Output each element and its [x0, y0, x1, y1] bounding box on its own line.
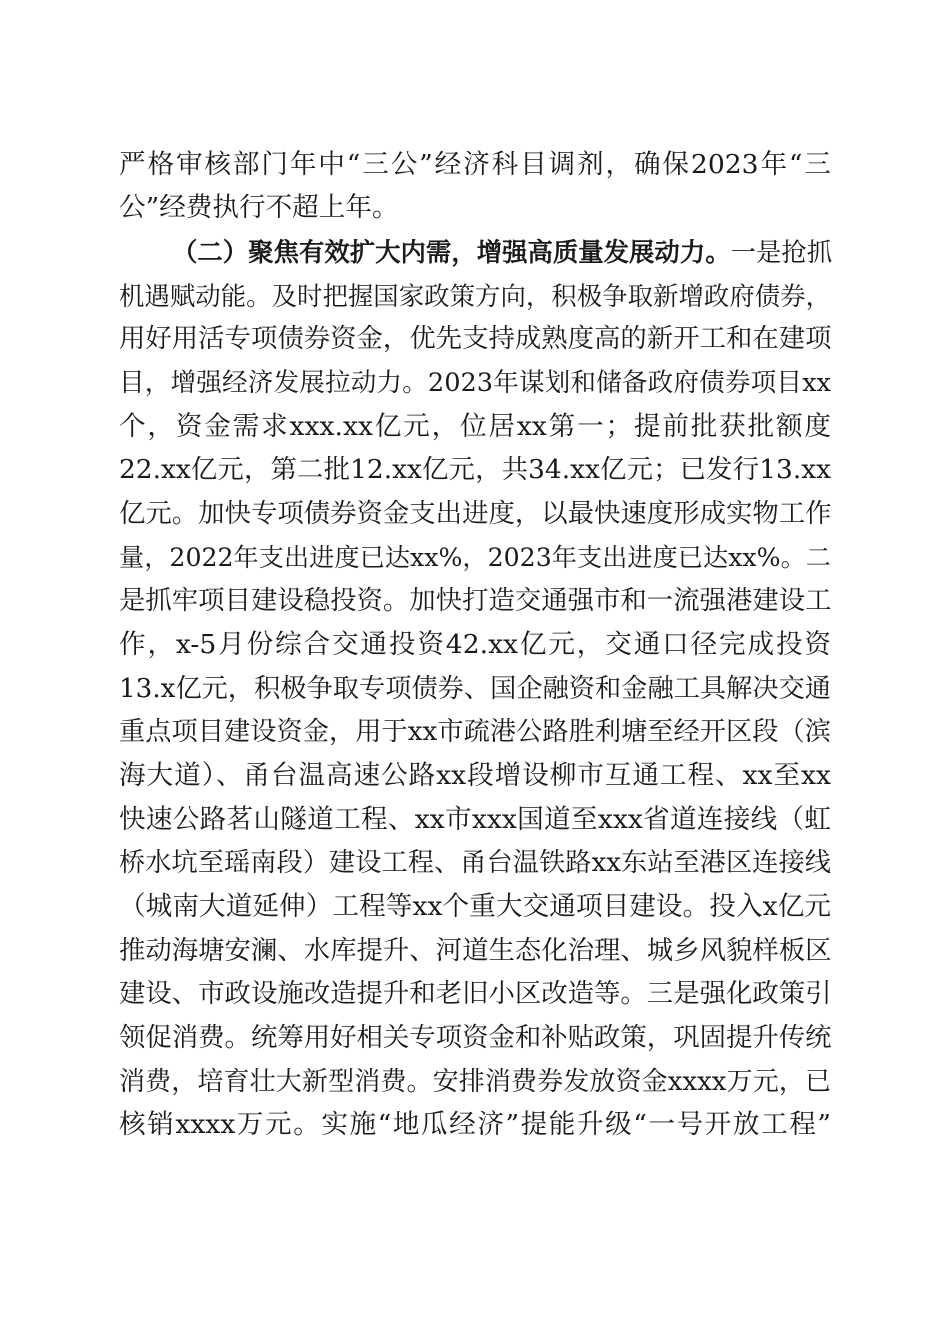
text-line: 作，x-5月份综合交通投资42.xx亿元，交通口径完成投资 — [119, 629, 831, 660]
text-line: 核销xxxx万元。实施“地瓜经济”提能升级“一号开放工程” — [119, 1109, 831, 1140]
text-line: 海大道）、甬台温高速公路xx段增设柳市互通工程、xx至xx — [119, 760, 831, 791]
text-line: 建设、市政设施改造提升和老旧小区改造等。三是强化政策引 — [119, 978, 832, 1009]
text-line: 公”经费执行不超上年。 — [119, 192, 399, 223]
text-line: 严格审核部门年中“三公”经济科目调剂，确保2023年“三 — [119, 149, 831, 180]
text-line: 重点项目建设资金，用于xx市疏港公路胜利塘至经开区段（滨 — [119, 717, 831, 747]
text-line: 领促消费。统筹用好相关专项资金和补贴政策，巩固提升传统 — [119, 1022, 832, 1053]
text-line: 消费，培育壮大新型消费。安排消费券发放资金xxxx万元，已 — [119, 1067, 831, 1097]
text-line: 桥水坑至瑶南段）建设工程、甬台温铁路xx东站至港区连接线 — [119, 848, 831, 878]
text-line: 快速公路茗山隧道工程、xx市xxx国道至xxx省道连接线（虹 — [119, 804, 831, 835]
text-line: 13.x亿元，积极争取专项债券、国企融资和金融工具解决交通 — [119, 674, 831, 704]
text-line: 22.xx亿元，第二批12.xx亿元，共34.xx亿元；已发行13.xx — [119, 454, 831, 485]
text-line: 目，增强经济发展拉动力。2023年谋划和储备政府债券项目xx — [119, 368, 831, 398]
text-line: 机遇赋动能。及时把握国家政策方向，积极争取新增政府债券， — [119, 281, 831, 311]
text-line: 亿元。加快专项债券资金支出进度，以最快速度形成实物工作 — [119, 498, 832, 529]
section-heading: （二）聚焦有效扩大内需，增强高质量发展动力。 — [172, 237, 731, 267]
text-line: 量，2022年支出进度已达xx%，2023年支出进度已达xx%。二 — [119, 543, 831, 572]
text-line: 个，资金需求xxx.xx亿元，位居xx第一；提前批获批额度 — [119, 411, 831, 442]
text-line: 是抓牢项目建设稳投资。加快打造交通强市和一流强港建设工 — [119, 585, 832, 616]
text-line: 用好用活专项债券资金，优先支持成熟度高的新开工和在建项 — [119, 323, 832, 354]
section-heading-line — [172, 232, 831, 272]
text-line: 推动海塘安澜、水库提升、河道生态化治理、城乡风貌样板区 — [119, 935, 832, 966]
text-line: （城南大道延伸）工程等xx个重大交通项目建设。投入x亿元 — [119, 891, 831, 922]
text-run: 一是抢抓 — [730, 237, 833, 267]
